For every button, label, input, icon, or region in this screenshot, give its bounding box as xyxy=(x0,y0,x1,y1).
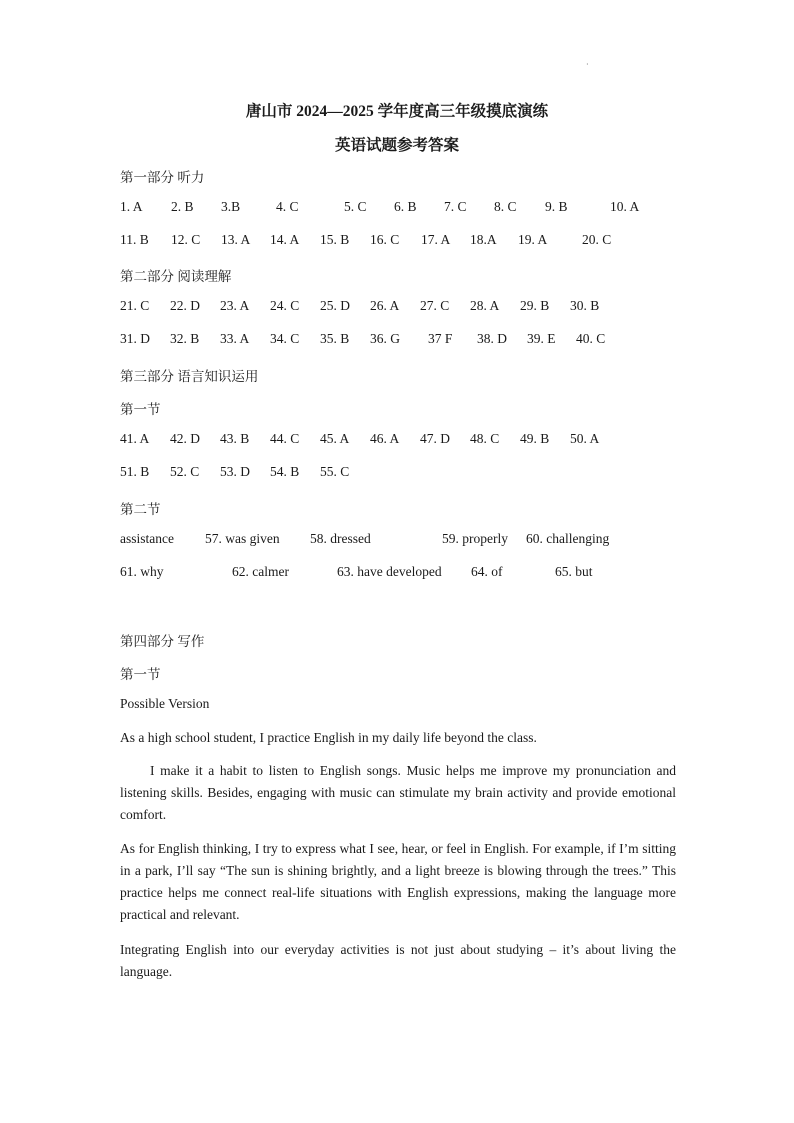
answer-item: 14. A xyxy=(270,232,300,247)
part2-answers-row2 xyxy=(0,331,794,351)
part4-heading: 第四部分 写作 xyxy=(120,634,205,649)
document-title: 唐山市 2024—2025 学年度高三年级摸底演练 xyxy=(245,103,549,120)
essay-paragraph: I make it a habit to listen to English songs. Music helps me improve my pronunciation and listening skills. Besides, engaging with music can stimulate my brain activity and provide emotional comfort. xyxy=(120,763,676,822)
answer-item: 25. D xyxy=(320,298,350,313)
part3-section2-heading: 第二节 xyxy=(120,502,161,517)
answer-item: 12. C xyxy=(171,232,201,247)
answer-item: 8. C xyxy=(494,199,517,214)
answer-item: 47. D xyxy=(420,431,450,446)
answer-item: 44. C xyxy=(270,431,300,446)
answer-item: 4. C xyxy=(276,199,299,214)
answer-item: 46. A xyxy=(370,431,400,446)
answer-item: 37 F xyxy=(428,331,453,346)
part3-answers-row3 xyxy=(0,531,794,551)
answer-item: 51. B xyxy=(120,464,150,479)
answer-item: 26. A xyxy=(370,298,400,313)
essay-paragraph: As for English thinking, I try to express what I see, hear, or feel in English. For example, if I’m sitting in a park, I’ll say “The sun is shining brightly, and a light breeze is blowing through the trees.” This practice helps me connect real-life situations with English expressions, making the language more practical and relevant. xyxy=(120,841,676,922)
answer-item: 54. B xyxy=(270,464,300,479)
answer-item: 64. of xyxy=(471,564,503,579)
part1-answers-row2 xyxy=(0,232,794,252)
answer-item: 43. B xyxy=(220,431,250,446)
answer-item: 6. B xyxy=(394,199,417,214)
answer-item: 21. C xyxy=(120,298,150,313)
answer-item: 52. C xyxy=(170,464,200,479)
answer-item: 58. dressed xyxy=(310,531,371,546)
answer-item: 28. A xyxy=(470,298,500,313)
answer-item: 17. A xyxy=(421,232,451,247)
answer-item: 34. C xyxy=(270,331,300,346)
part3-section1-heading: 第一节 xyxy=(120,402,161,417)
part2-heading: 第二部分 阅读理解 xyxy=(120,269,232,284)
part3-answers-row4 xyxy=(0,564,794,584)
answer-item: 3.B xyxy=(221,199,241,214)
answer-item: 40. C xyxy=(576,331,606,346)
part4-section1-heading: 第一节 xyxy=(120,667,161,682)
answer-item: 63. have developed xyxy=(337,564,442,579)
answer-item: 23. A xyxy=(220,298,250,313)
answer-item: 31. D xyxy=(120,331,150,346)
answer-item: 60. challenging xyxy=(526,531,610,546)
answer-item: 50. A xyxy=(570,431,600,446)
answer-item: 20. C xyxy=(582,232,612,247)
answer-item: 53. D xyxy=(220,464,250,479)
answer-item: 59. properly xyxy=(442,531,508,546)
answer-item: 9. B xyxy=(545,199,568,214)
answer-item: 18.A xyxy=(470,232,497,247)
answer-item: 55. C xyxy=(320,464,350,479)
part3-heading: 第三部分 语言知识运用 xyxy=(120,369,259,384)
possible-version-label: Possible Version xyxy=(120,696,210,711)
answer-item: 36. G xyxy=(370,331,400,346)
answer-item: 7. C xyxy=(444,199,467,214)
answer-item: 11. B xyxy=(120,232,149,247)
answer-item: 27. C xyxy=(420,298,450,313)
answer-item: 10. A xyxy=(610,199,640,214)
answer-item: 32. B xyxy=(170,331,200,346)
document-subtitle: 英语试题参考答案 xyxy=(334,137,459,154)
answer-item: 29. B xyxy=(520,298,550,313)
answer-item: 61. why xyxy=(120,564,164,579)
answer-item: 1. A xyxy=(120,199,143,214)
answer-item: 39. E xyxy=(527,331,556,346)
answer-item: 35. B xyxy=(320,331,350,346)
answer-item: 65. but xyxy=(555,564,593,579)
answer-item: 57. was given xyxy=(205,531,280,546)
part2-answers-row1 xyxy=(0,298,794,318)
answer-item: 62. calmer xyxy=(232,564,289,579)
answer-item: 13. A xyxy=(221,232,251,247)
answer-item: 19. A xyxy=(518,232,548,247)
answer-item: 30. B xyxy=(570,298,600,313)
answer-item: assistance xyxy=(120,531,174,546)
answer-item: 16. C xyxy=(370,232,400,247)
answer-item: 45. A xyxy=(320,431,350,446)
part3-answers-row2 xyxy=(0,464,794,484)
answer-item: 49. B xyxy=(520,431,550,446)
answer-item: 48. C xyxy=(470,431,500,446)
part1-heading: 第一部分 听力 xyxy=(120,170,205,185)
essay-paragraph: Integrating English into our everyday activities is not just about studying – it’s about living the language. xyxy=(120,942,676,979)
answer-item: 33. A xyxy=(220,331,250,346)
answer-item: 22. D xyxy=(170,298,200,313)
answer-item: 38. D xyxy=(477,331,507,346)
answer-item: 15. B xyxy=(320,232,350,247)
part3-answers-row1 xyxy=(0,431,794,451)
essay-paragraph: As a high school student, I practice English in my daily life beyond the class. xyxy=(120,730,537,745)
part1-answers-row1 xyxy=(0,199,794,219)
corner-mark: · xyxy=(586,60,589,69)
answer-item: 42. D xyxy=(170,431,200,446)
answer-item: 2. B xyxy=(171,199,194,214)
answer-item: 24. C xyxy=(270,298,300,313)
answer-item: 5. C xyxy=(344,199,367,214)
answer-item: 41. A xyxy=(120,431,150,446)
